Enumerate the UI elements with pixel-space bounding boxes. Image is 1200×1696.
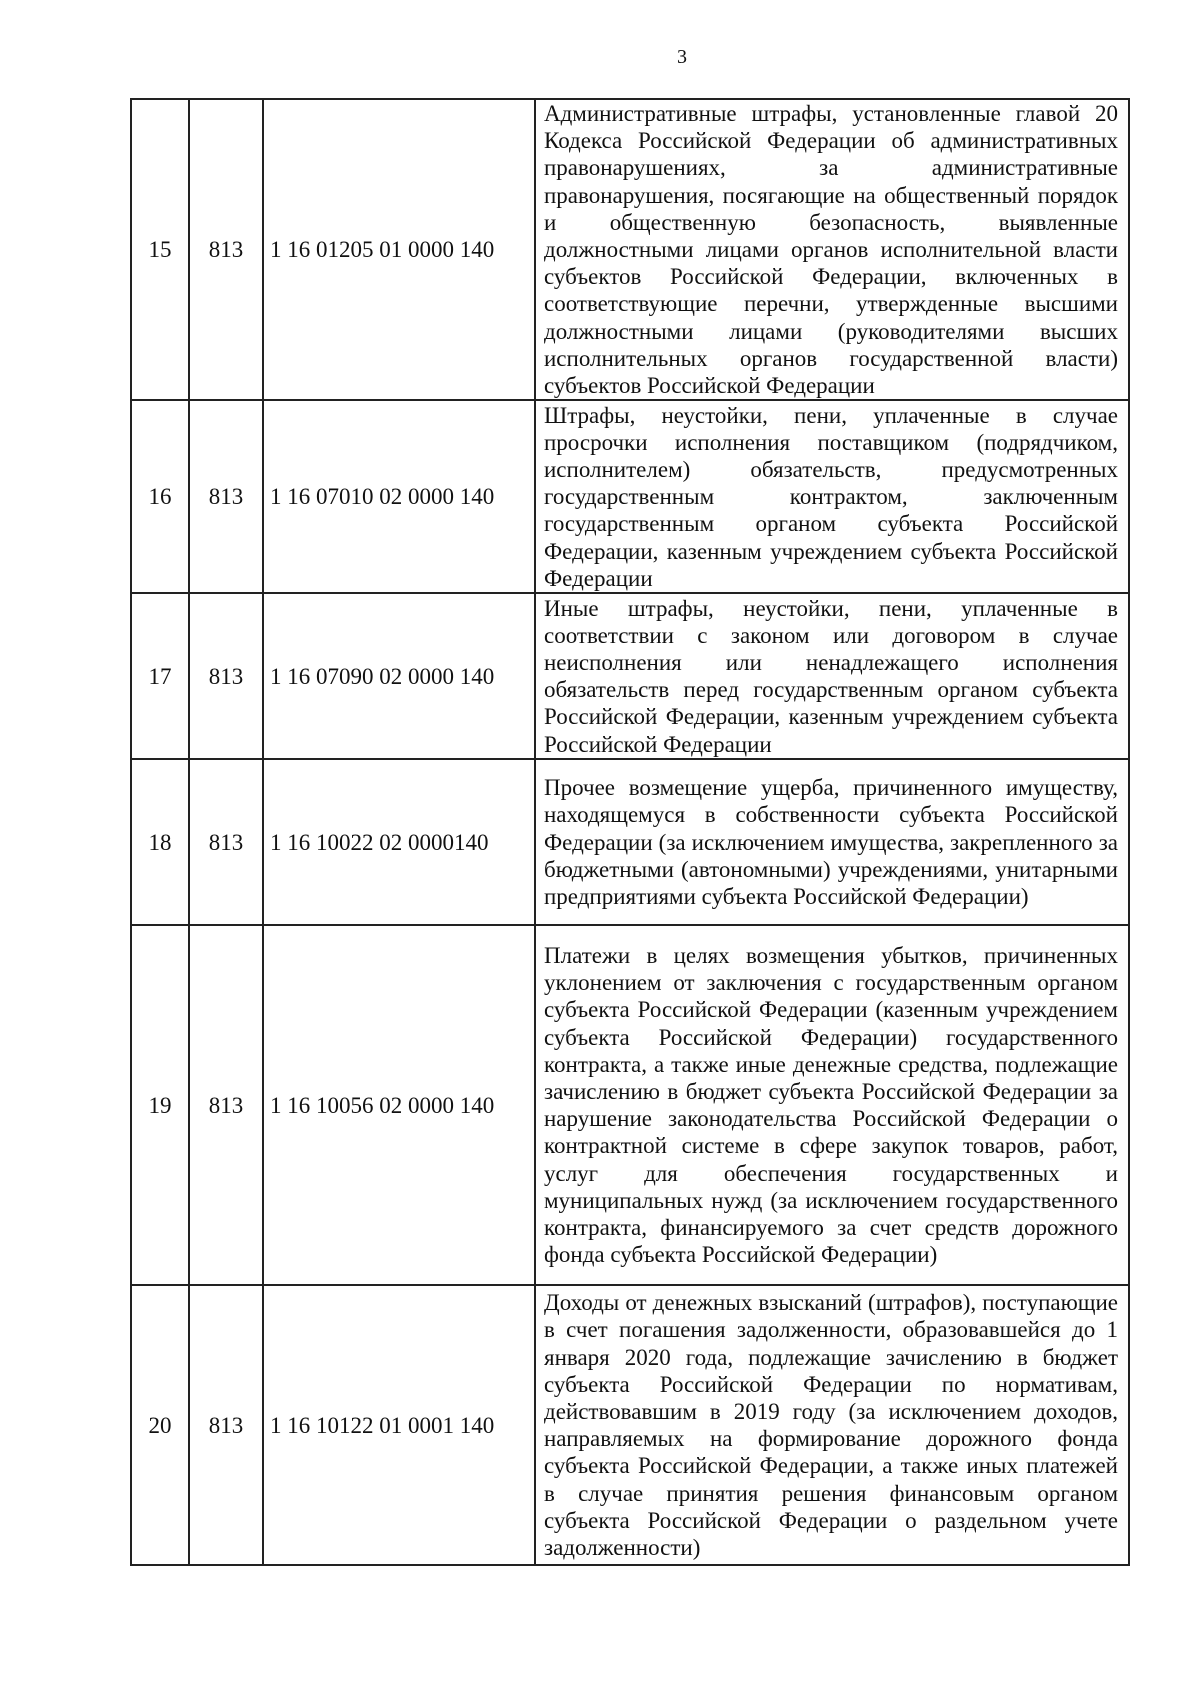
budget-classification-code: 1 16 01205 01 0000 140	[263, 99, 535, 400]
row-number: 16	[131, 400, 189, 593]
budget-classification-code: 1 16 07090 02 0000 140	[263, 593, 535, 759]
administrator-code: 813	[189, 925, 263, 1285]
income-description: Штрафы, неустойки, пени, уплаченные в случае просрочки исполнения поставщиком (подрядчиком, исполнителем) обязательств, предусмотренных государственным контрактом, заключенным государственным органом субъекта Российской Федерации, казенным учреждением субъекта Российской Федерации	[535, 400, 1129, 593]
income-description: Иные штрафы, неустойки, пени, уплаченные в соответствии с законом или договором в случае неисполнения или ненадлежащего исполнения обязательств перед государственным органом субъекта Российской Федерации, казенным учреждением субъекта Российской Федерации	[535, 593, 1129, 759]
budget-classification-code: 1 16 07010 02 0000 140	[263, 400, 535, 593]
table-row	[131, 925, 1129, 1285]
table-row	[131, 759, 1129, 925]
table-row	[131, 99, 1129, 400]
administrator-code: 813	[189, 99, 263, 400]
administrator-code: 813	[189, 1285, 263, 1565]
administrator-code: 813	[189, 593, 263, 759]
row-number: 15	[131, 99, 189, 400]
page-number: 3	[677, 46, 687, 68]
income-description: Доходы от денежных взысканий (штрафов), поступающие в счет погашения задолженности, образовавшейся до 1 января 2020 года, подлежащие зачислению в бюджет субъекта Российской Федерации по нормативам, действовавшим в 2019 году (за исключением доходов, направляемых на формирование дорожного фонда субъекта Российской Федерации, а также иных платежей в случае принятия решения финансовым органом субъекта Российской Федерации о раздельном учете задолженности)	[535, 1285, 1129, 1565]
income-description: Административные штрафы, установленные главой 20 Кодекса Российской Федерации об административных правонарушениях, за административные правонарушения, посягающие на общественный порядок и общественную безопасность, выявленные должностными лицами органов исполнительной власти субъектов Российской Федерации, включенных в соответствующие перечни, утвержденные высшими должностными лицами (руководителями высших исполнительных органов государственной власти) субъектов Российской Федерации	[535, 99, 1129, 400]
administrator-code: 813	[189, 759, 263, 925]
income-description: Платежи в целях возмещения убытков, причиненных уклонением от заключения с государственным органом субъекта Российской Федерации (казенным учреждением субъекта Российской Федерации) государственного контракта, а также иные денежные средства, подлежащие зачислению в бюджет субъекта Российской Федерации за нарушение законодательства Российской Федерации о контрактной системе в сфере закупок товаров, работ, услуг для обеспечения государственных и муниципальных нужд (за исключением государственного контракта, финансируемого за счет средств дорожного фонда субъекта Российской Федерации)	[535, 925, 1129, 1285]
table-row	[131, 400, 1129, 593]
income-description: Прочее возмещение ущерба, причиненного имуществу, находящемуся в собственности субъекта Российской Федерации (за исключением имущества, закрепленного за бюджетными (автономными) учреждениями, унитарными предприятиями субъекта Российской Федерации)	[535, 759, 1129, 925]
administrator-code: 813	[189, 400, 263, 593]
budget-classification-code: 1 16 10056 02 0000 140	[263, 925, 535, 1285]
row-number: 20	[131, 1285, 189, 1565]
table-row	[131, 1285, 1129, 1565]
budget-classification-code: 1 16 10122 01 0001 140	[263, 1285, 535, 1565]
budget-classification-code: 1 16 10022 02 0000140	[263, 759, 535, 925]
row-number: 19	[131, 925, 189, 1285]
table-row	[131, 593, 1129, 759]
income-codes-table	[130, 98, 1130, 1566]
row-number: 17	[131, 593, 189, 759]
row-number: 18	[131, 759, 189, 925]
